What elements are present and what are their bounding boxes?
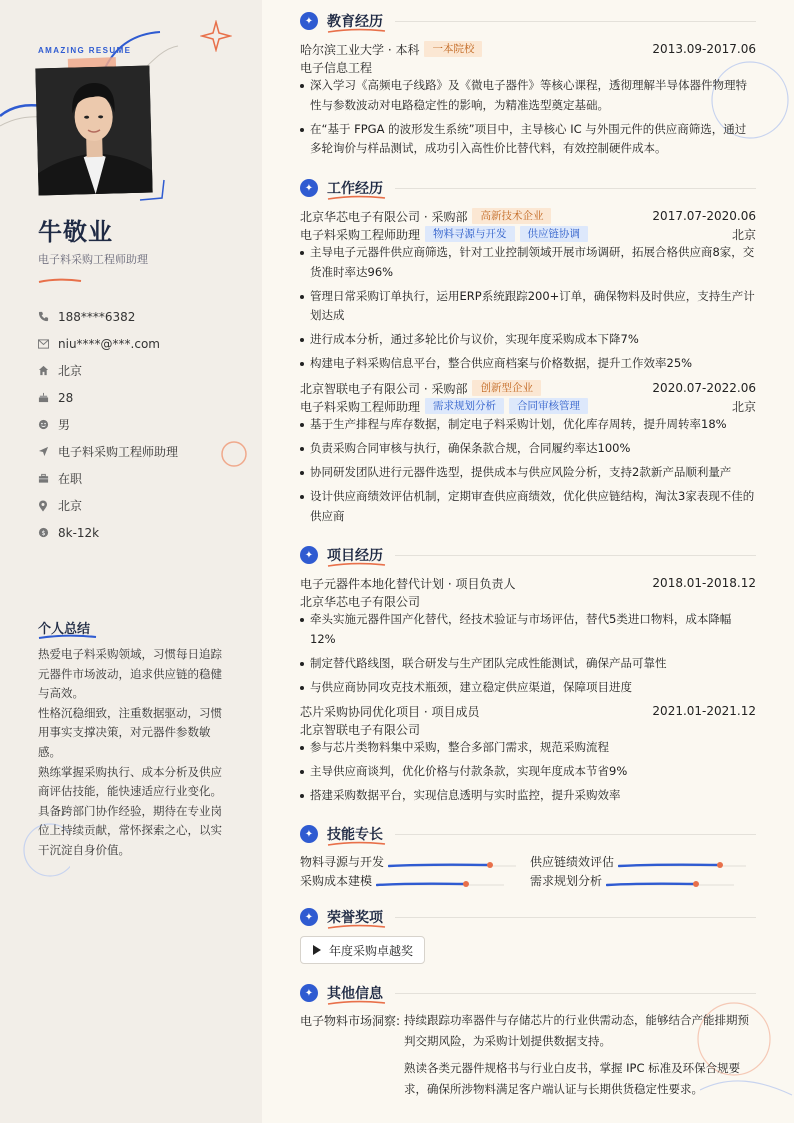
- contact-status: [38, 465, 248, 492]
- role-name: 电子料采购工程师助理: [300, 399, 421, 414]
- contact-age: [38, 384, 248, 411]
- project-title: 芯片采购协同优化项目 · 项目成员: [300, 704, 480, 719]
- other-paragraph: 持续跟踪功率器件与存储芯片的行业供需动态，能够结合产能排期预判交期风险，为采购计划提供数据支持。: [404, 1013, 749, 1048]
- list-item: 参与芯片类物料集中采购，整合多部门需求，规范采购流程: [300, 738, 756, 758]
- skill-dot: [463, 881, 469, 887]
- section-other: [300, 982, 756, 1004]
- summary-underline: [38, 634, 98, 640]
- section-title: 技能专长: [327, 827, 383, 843]
- list-item: 设计供应商绩效评估机制，定期审查供应商绩效，优化供应链结构，淘汰3家表现不佳的供应商: [300, 487, 756, 526]
- contact-list: [38, 303, 248, 546]
- contact-text: 电子料采购工程师助理: [58, 445, 179, 459]
- skill-item: [530, 871, 734, 889]
- section-title: 工作经历: [327, 181, 383, 197]
- tagline: AMAZING RESUME: [38, 46, 132, 55]
- sidebar: [0, 0, 262, 1123]
- skill-fill: [619, 865, 720, 866]
- contact-phone: [38, 303, 248, 330]
- list-item: 制定替代路线图，联合研发与生产团队完成性能测试，确保产品可靠性: [300, 654, 756, 674]
- sparkle-icon: ✦: [300, 908, 318, 926]
- contact-text: 8k-12k: [58, 525, 100, 540]
- contact-home: [38, 357, 248, 384]
- section-title: 项目经历: [327, 548, 383, 564]
- project-bullets: [300, 610, 756, 702]
- cake-icon: [38, 392, 58, 403]
- list-item: 负责采购合同审核与执行，确保条款合规，合同履约率达100%: [300, 439, 756, 459]
- project-org: 北京华芯电子有限公司: [300, 595, 421, 609]
- contact-text: 北京: [58, 499, 83, 513]
- role-tag: 需求规划分析: [425, 398, 504, 414]
- home-icon: [38, 365, 58, 376]
- project-bullets: [300, 738, 756, 810]
- contact-target: [38, 438, 248, 465]
- work-city: 北京: [731, 227, 756, 242]
- profile-photo: [35, 66, 152, 196]
- section-title: 其他信息: [327, 986, 383, 1002]
- skill-item: [300, 871, 504, 889]
- contact-location: [38, 492, 248, 519]
- candidate-name: 牛敬业: [38, 218, 113, 246]
- skill-item: [300, 852, 516, 870]
- section-title: 荣誉奖项: [327, 910, 383, 926]
- section-education: [300, 10, 756, 32]
- section-projects: [300, 544, 756, 566]
- sparkle-icon: ✦: [300, 984, 318, 1002]
- skill-bar: [606, 877, 734, 883]
- education-major: 电子信息工程: [300, 61, 373, 75]
- skill-item: [530, 852, 746, 870]
- award-label: 年度采购卓越奖: [329, 943, 414, 958]
- work-city: 北京: [731, 399, 756, 414]
- contact-text: 北京: [58, 364, 83, 378]
- summary-paragraph: 性格沉稳细致，注重数据驱动，习惯用事实支撑决策，对元器件参数敏感。: [38, 705, 222, 759]
- list-item: 深入学习《高频电子线路》及《微电子器件》等核心课程，透彻理解半导体器件物理特性与参数波动对电路稳定性的影响，为精准选型奠定基础。: [300, 76, 756, 115]
- sparkle-icon: ✦: [300, 546, 318, 564]
- sparkle-icon: ✦: [300, 12, 318, 30]
- contact-email: [38, 330, 248, 357]
- company-name: 北京智联电子有限公司 · 采购部: [300, 381, 468, 396]
- summary-title: 个人总结: [38, 622, 91, 637]
- project-date: 2018.01-2018.12: [652, 576, 756, 590]
- sparkle-icon: ✦: [300, 179, 318, 197]
- location-icon: [38, 500, 58, 512]
- list-item: 在“基于 FPGA 的波形发生系统”项目中，主导核心 IC 与外围元件的供应商筛选，通过多轮询价与样品测试，成功引入高性价比替代料，有效控制硬件成本。: [300, 120, 756, 159]
- skill-name: 需求规划分析: [530, 873, 603, 888]
- candidate-job-title: 电子料采购工程师助理: [38, 253, 148, 266]
- skill-name: 物料寻源与开发: [300, 854, 385, 869]
- send-icon: [38, 446, 58, 457]
- section-awards: [300, 906, 756, 928]
- summary-paragraph: 熟练掌握采购执行、成本分析及供应商评估技能，能快速适应行业变化。: [38, 764, 222, 799]
- role-tag: 合同审核管理: [509, 398, 588, 414]
- list-item: 主导供应商谈判，优化价格与付款条款，实现年度成本节省9%: [300, 762, 756, 782]
- role-tag: 供应链协调: [520, 226, 589, 242]
- contact-text: 28: [58, 390, 74, 405]
- role-tag: 物料寻源与开发: [425, 226, 515, 242]
- school-name: 哈尔滨工业大学 · 本科: [300, 42, 420, 57]
- section-title: 教育经历: [327, 14, 383, 30]
- list-item: 构建电子料采购信息平台，整合供应商档案与价格数据，提升工作效率25%: [300, 354, 756, 374]
- company-name: 北京华芯电子有限公司 · 采购部: [300, 209, 468, 224]
- phone-icon: [38, 311, 58, 322]
- work-date: 2020.07-2022.06: [652, 381, 756, 395]
- skill-bar: [618, 858, 746, 864]
- list-item: 进行成本分析，通过多轮比价与议价，实现年度采购成本下降7%: [300, 330, 756, 350]
- contact-text: niu****@***.com: [58, 336, 160, 351]
- other-paragraph: 熟读各类元器件规格书与行业白皮书，掌握 IPC 标准及环保合规要求，确保所涉物料满足客户端认证与长期供货稳定性要求。: [404, 1061, 741, 1096]
- mail-icon: [38, 339, 58, 349]
- school-tag: 一本院校: [424, 41, 482, 57]
- contact-salary: [38, 519, 248, 546]
- skill-name: 采购成本建模: [300, 873, 373, 888]
- contact-text: 188****6382: [58, 309, 136, 324]
- play-icon: [313, 945, 321, 955]
- section-skills: [300, 823, 756, 845]
- list-item: 协同研发团队进行元器件选型，提供成本与供应风险分析，支持2款新产品顺利量产: [300, 463, 756, 483]
- section-work: [300, 177, 756, 199]
- sparkle-icon: ✦: [300, 825, 318, 843]
- company-tag: 高新技术企业: [472, 208, 551, 224]
- list-item: 与供应商协同攻克技术瓶颈，建立稳定供应渠道，保障项目进度: [300, 678, 756, 698]
- work-company-row: [300, 379, 756, 397]
- list-item: 管理日常采购订单执行，运用ERP系统跟踪200+订单，确保物料及时供应，支持生产计划达成: [300, 287, 756, 326]
- gender-icon: [38, 419, 58, 430]
- list-item: 基于生产排程与库存数据，制定电子料采购计划，优化库存周转，提升周转率18%: [300, 415, 756, 435]
- work-company-row: [300, 207, 756, 225]
- education-bullets: [300, 76, 756, 163]
- work-bullets: [300, 415, 756, 531]
- other-label: 电子物料市场洞察:: [300, 1014, 401, 1028]
- work-bullets: [300, 243, 756, 378]
- salary-icon: [38, 527, 58, 538]
- skill-bar: [388, 858, 516, 864]
- skill-name: 供应链绩效评估: [530, 854, 615, 869]
- summary-text: [38, 645, 223, 861]
- list-item: 牵头实施元器件国产化替代，经技术验证与市场评估，替代5类进口物料，成本降幅12%: [300, 610, 756, 649]
- project-row: [300, 702, 756, 720]
- list-item: 搭建采购数据平台，实现信息透明与实时监控，提升采购效率: [300, 786, 756, 806]
- summary-paragraph: 具备跨部门协作经验，期待在专业岗位上持续贡献，常怀探索之心，以实干沉淀自身价值。: [38, 803, 222, 857]
- award-chip: [300, 936, 425, 964]
- education-row: [300, 40, 756, 58]
- project-title: 电子元器件本地化替代计划 · 项目负责人: [300, 576, 516, 591]
- briefcase-icon: [38, 473, 58, 484]
- skill-dot: [717, 862, 723, 868]
- work-role-row: [300, 397, 756, 415]
- skill-fill: [389, 865, 490, 866]
- skill-fill: [377, 884, 466, 885]
- svg-text:$: $: [41, 528, 46, 537]
- project-date: 2021.01-2021.12: [652, 704, 756, 718]
- contact-text: 男: [58, 418, 71, 432]
- education-date: 2013.09-2017.06: [652, 42, 756, 56]
- project-org: 北京智联电子有限公司: [300, 723, 421, 737]
- list-item: 主导电子元器件供应商筛选，针对工业控制领域开展市场调研，拓展合格供应商8家，交货准时率达96%: [300, 243, 756, 282]
- contact-gender: [38, 411, 248, 438]
- summary-paragraph: 热爱电子料采购领域，习惯每日追踪元器件市场波动，追求供应链的稳健与高效。: [38, 647, 222, 701]
- name-underline: [38, 278, 82, 284]
- skill-dot: [693, 881, 699, 887]
- contact-text: 在职: [58, 472, 83, 486]
- project-row: [300, 574, 756, 592]
- star-outline-icon: [200, 20, 232, 52]
- skill-bar: [376, 877, 504, 883]
- skill-fill: [607, 884, 696, 885]
- company-tag: 创新型企业: [472, 380, 541, 396]
- skill-dot: [487, 862, 493, 868]
- work-role-row: [300, 225, 756, 243]
- role-name: 电子料采购工程师助理: [300, 227, 421, 242]
- work-date: 2017.07-2020.06: [652, 209, 756, 223]
